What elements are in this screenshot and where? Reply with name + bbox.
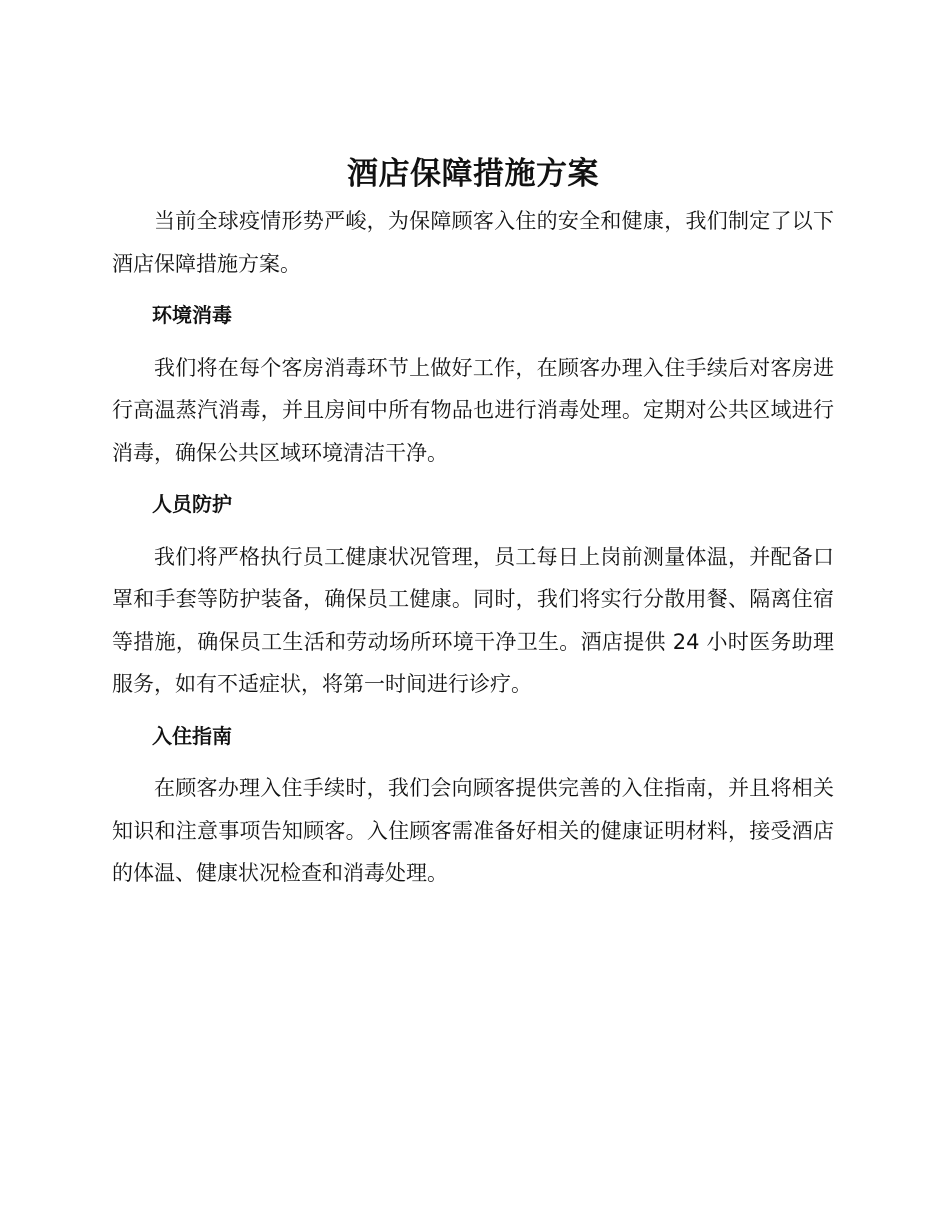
spacer bbox=[112, 474, 834, 483]
document-title: 酒店保障措施方案 bbox=[347, 156, 599, 192]
spacer bbox=[112, 526, 834, 536]
intro-paragraph: 当前全球疫情形势严峻，为保障顾客入住的安全和健康，我们制定了以下酒店保障措施方案。 bbox=[112, 209, 834, 276]
section-body-disinfection: 我们将在每个客房消毒环节上做好工作，在顾客办理入住手续后对客房进行高温蒸汽消毒，并且房间中所有物品也进行消毒处理。定期对公共区域进行消毒，确保公共区域环境清洁干净。 bbox=[112, 355, 834, 465]
spacer bbox=[112, 757, 834, 767]
section-heading-staff-protection: 人员防护 bbox=[152, 492, 232, 516]
spacer bbox=[112, 285, 834, 294]
section-body-staff-protection: 我们将严格执行员工健康状况管理，员工每日上岗前测量体温，并配备口罩和手套等防护装备，确保员工健康。同时，我们将实行分散用餐、隔离住宿等措施，确保员工生活和劳动场所环境干净卫生。酒店提供 24 小时医务助理服务，如有不适症状，将第一时间进行诊疗。 bbox=[112, 544, 834, 696]
section-heading-checkin-guide: 入住指南 bbox=[152, 723, 232, 748]
spacer bbox=[112, 337, 834, 347]
section-body-checkin-guide: 在顾客办理入住手续时，我们会向顾客提供完善的入住指南，并且将相关知识和注意事项告知顾客。入住顾客需准备好相关的健康证明材料，接受酒店的体温、健康状况检查和消毒处理。 bbox=[112, 776, 834, 885]
document-content bbox=[112, 148, 834, 895]
section-heading-disinfection: 环境消毒 bbox=[152, 303, 232, 327]
spacer bbox=[112, 706, 834, 715]
